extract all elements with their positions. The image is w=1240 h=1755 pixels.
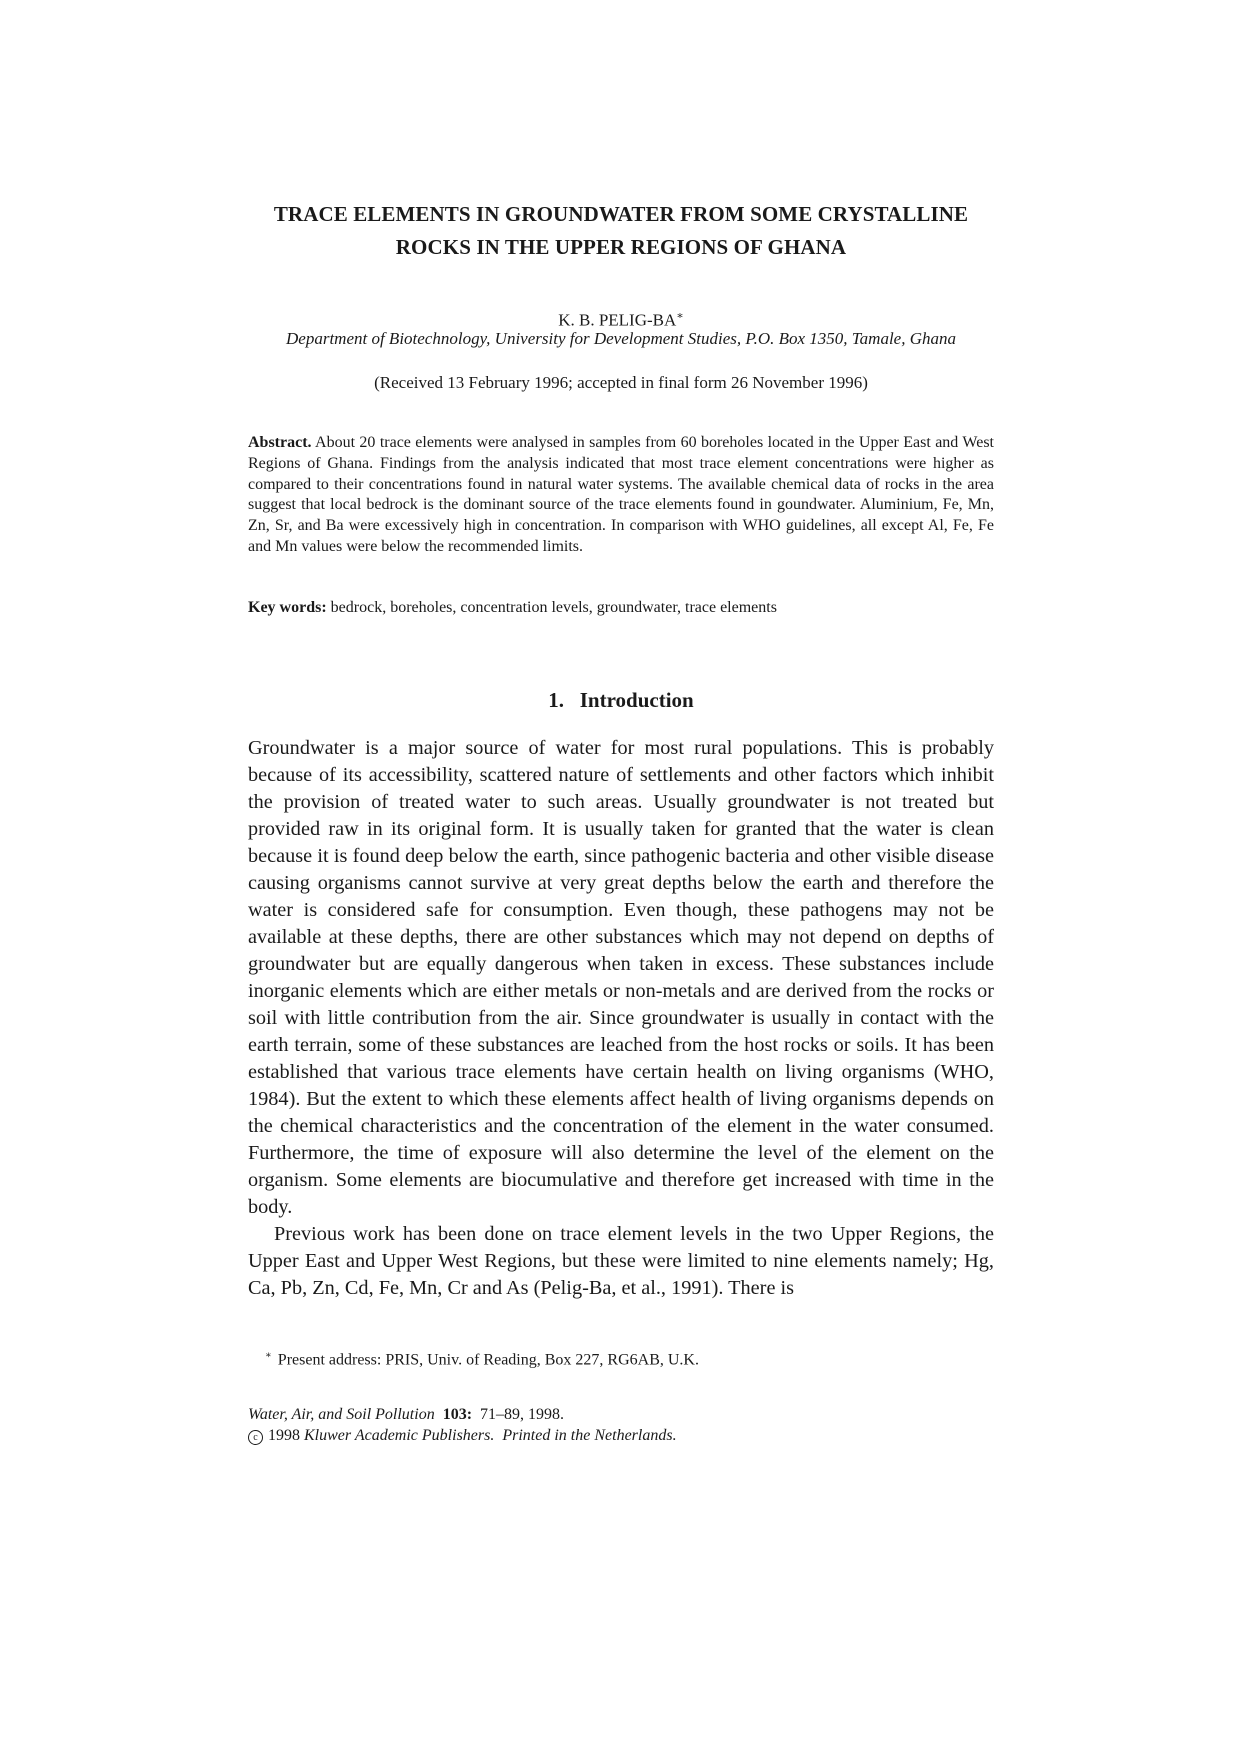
publisher: Kluwer Academic Publishers. <box>304 1427 495 1444</box>
abstract-label: Abstract. <box>248 434 312 451</box>
body-text <box>248 735 994 1302</box>
paragraph: Previous work has been done on trace element levels in the two Upper Regions, the Upper East and Upper West Regions, but these were limited to nine elements namely; Hg, Ca, Pb, Zn, Cd, Fe, Mn, Cr and As (Pelig-Ba, et al., 1991). There is <box>248 1223 994 1299</box>
footnote <box>248 1345 1011 1371</box>
copyright-icon: c <box>248 1430 263 1445</box>
section-heading <box>248 686 994 714</box>
footnote-mark: ∗ <box>265 1350 272 1361</box>
received-dates: (Received 13 February 1996; accepted in final form 26 November 1996) <box>374 373 868 392</box>
journal-volume: 103: <box>442 1406 473 1423</box>
paragraph: Groundwater is a major source of water for most rural populations. This is probably because of its accessibility, scattered nature of settlements and other factors which inhibit the provision of treated water to such areas. Usually groundwater is not treated but provided raw in its original form. It is usually taken for granted that the water is clean because it is found deep below the earth, since pathogenic bacteria and other visible disease causing organisms cannot survive at very great depths below the earth and therefore the water is considered safe for consumption. Even though, these pathogens may not be available at these depths, there are other substances which may not depend on depths of groundwater but are equally dangerous when taken in excess. These substances include inorganic elements which are either metals or non-metals and are derived from the rocks or soil with little contribution from the air. Since groundwater is usually in contact with the earth terrain, some of these substances are leached from the host rocks or soils. It has been established that various trace elements have certain health on living organisms (WHO, 1984). But the extent to which these elements affect health of living organisms depends on the chemical characteristics and the concentration of the element in the water consumed. Furthermore, the time of exposure will also determine the level of the element on the organism. Some elements are biocumulative and therefore get increased with time in the body. <box>248 737 994 1218</box>
title-line-2: ROCKS IN THE UPPER REGIONS OF GHANA <box>395 235 847 259</box>
section-title: Introduction <box>579 688 694 712</box>
author-name: K. B. PELIG-BA <box>558 310 677 330</box>
abstract <box>248 433 994 558</box>
journal-pages: 71–89, 1998. <box>480 1406 565 1423</box>
journal-name: Water, Air, and Soil Pollution <box>248 1406 435 1423</box>
printed-in: Printed in the Netherlands. <box>502 1427 677 1444</box>
paper-title <box>248 198 994 264</box>
title-line-1: TRACE ELEMENTS IN GROUNDWATER FROM SOME CRYSTALLINE <box>273 202 969 226</box>
keywords-label: Key words: <box>248 599 327 616</box>
author-footnote-mark: ∗ <box>676 310 684 322</box>
journal-info <box>248 1404 994 1446</box>
footnote-text: Present address: PRIS, Univ. of Reading, Box 227, RG6AB, U.K. <box>277 1351 699 1369</box>
section-number: 1. <box>548 688 564 712</box>
abstract-text: About 20 trace elements were analysed in samples from 60 boreholes located in the Upper East and West Regions of Ghana. Findings from the analysis indicated that most trace element concentrations were higher as compared to their concentrations found in natural water systems. The available chemical data of rocks in the area suggest that local bedrock is the dominant source of the trace elements found in goundwater. Aluminium, Fe, Mn, Zn, Sr, and Ba were excessively high in concentration. In comparison with WHO guidelines, all except Al, Fe, Fe and Mn values were below the recommended limits. <box>248 434 994 555</box>
copyright-year: 1998 <box>268 1427 300 1444</box>
journal-citation <box>248 1404 994 1425</box>
copyright-line <box>248 1425 994 1446</box>
author-affiliation: Department of Biotechnology, University for Development Studies, P.O. Box 1350, Tamale, Ghana <box>286 329 956 348</box>
keywords-text: bedrock, boreholes, concentration levels, groundwater, trace elements <box>330 599 777 616</box>
keywords <box>248 598 994 619</box>
